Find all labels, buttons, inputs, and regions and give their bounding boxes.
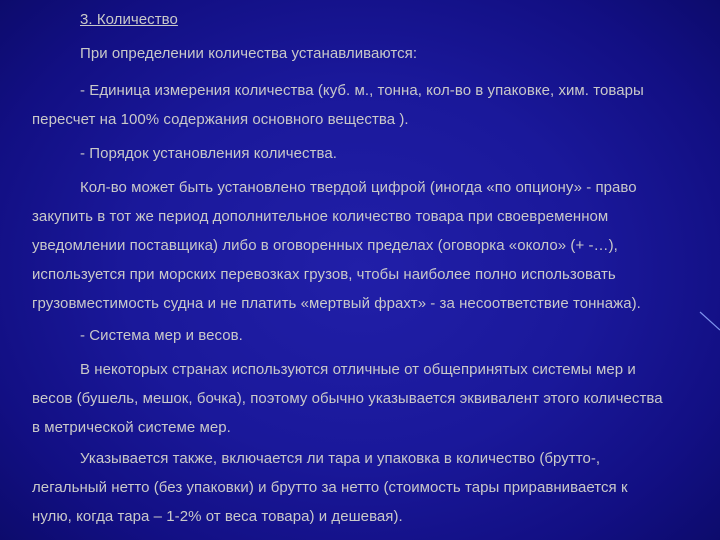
paragraph-procedure: - Порядок установления количества. (80, 145, 337, 162)
paragraph-measures: - Система мер и весов. (80, 327, 243, 344)
paragraph-intro: При определении количества устанавливаются: (80, 45, 418, 62)
paragraph-quantity-line-2: закупить в тот же период дополнительное количество товара при своевременном (32, 208, 609, 225)
paragraph-quantity-line-3: уведомлении поставщика) либо в оговоренных пределах (оговорка «около» (+ -…), (32, 237, 618, 254)
paragraph-tare-line-3: нулю, когда тара – 1-2% от веса товара) и дешевая). (32, 508, 403, 525)
slide-heading: 3. Количество (80, 11, 178, 28)
paragraph-tare-line-2: легальный нетто (без упаковки) и брутто за нетто (стоимость тары приравнивается к (32, 479, 628, 496)
paragraph-unit-line-1: - Единица измерения количества (куб. м., тонна, кол-во в упаковке, хим. товары (80, 82, 644, 99)
paragraph-quantity-line-5: грузовместимость судна и не платить «мертвый фрахт» - за несоответствие тоннажа). (32, 295, 641, 312)
paragraph-countries-line-2: весов (бушель, мешок, бочка), поэтому обычно указывается эквивалент этого количества (32, 390, 663, 407)
paragraph-tare-line-1: Указывается также, включается ли тара и упаковка в количество (брутто-, (80, 450, 601, 467)
paragraph-countries-line-1: В некоторых странах используются отличные от общепринятых системы мер и (80, 361, 636, 378)
paragraph-countries-line-3: в метрической системе мер. (32, 419, 231, 436)
paragraph-quantity-line-4: используется при морских перевозках грузов, чтобы наиболее полно использовать (32, 266, 616, 283)
paragraph-quantity-line-1: Кол-во может быть установлено твердой цифрой (иногда «по опциону» - право (80, 179, 637, 196)
paragraph-unit-line-2: пересчет на 100% содержания основного вещества ). (32, 111, 409, 128)
